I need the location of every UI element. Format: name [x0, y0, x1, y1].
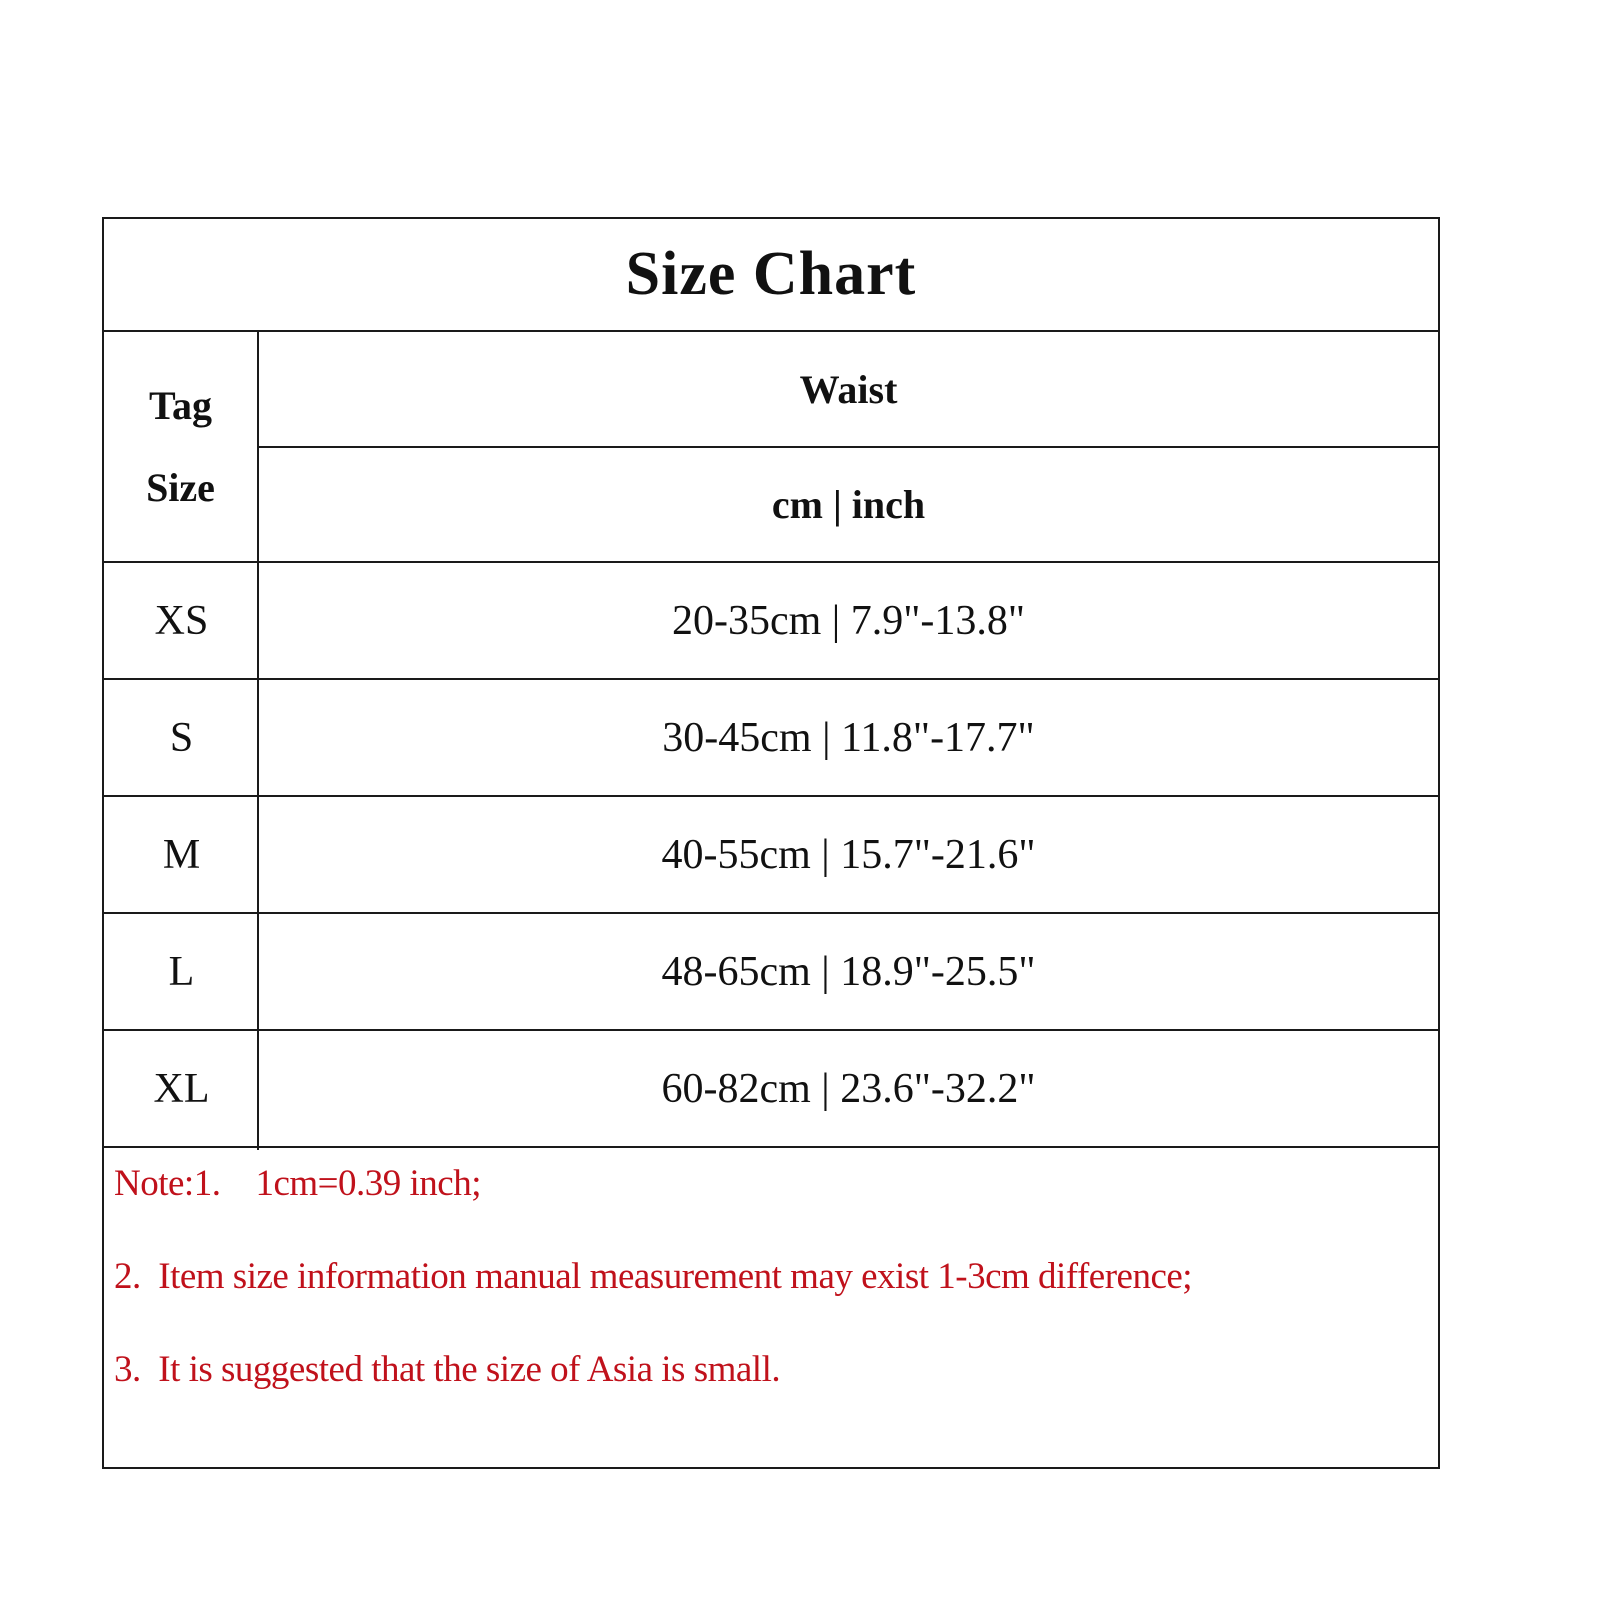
- tag-header-line2: Size: [146, 464, 215, 510]
- note-line: Note:1. 1cm=0.39 inch;: [114, 1163, 482, 1204]
- size-cell: XS: [154, 597, 209, 644]
- notes-section: [114, 1164, 1192, 1443]
- size-rows: [104, 563, 1438, 1148]
- table-row: [104, 797, 1438, 914]
- note-line: 3. It is suggested that the size of Asia is small.: [114, 1349, 781, 1390]
- size-chart-table: [102, 217, 1440, 1469]
- chart-title: Size Chart: [625, 240, 917, 308]
- tag-size-header: [104, 332, 257, 563]
- unit-header-label: cm | inch: [771, 482, 926, 527]
- unit-header: [259, 448, 1438, 563]
- size-cell: S: [169, 714, 194, 761]
- table-row: [104, 1031, 1438, 1148]
- table-row: [104, 914, 1438, 1031]
- table-row: [104, 680, 1438, 797]
- note-line: 2. Item size information manual measurement may exist 1-3cm difference;: [114, 1256, 1193, 1297]
- tag-header-line1: Tag: [148, 382, 212, 428]
- size-cell: L: [168, 948, 195, 995]
- size-cell: M: [162, 831, 201, 878]
- waist-header-label: Waist: [799, 366, 898, 412]
- table-row: [104, 563, 1438, 680]
- size-cell: XL: [153, 1065, 210, 1112]
- waist-value-cell: 40-55cm | 15.7"-21.6": [661, 831, 1036, 878]
- waist-header: [259, 332, 1438, 448]
- size-grid: [104, 332, 1438, 1150]
- waist-value-cell: 30-45cm | 11.8"-17.7": [662, 714, 1035, 761]
- waist-value-cell: 20-35cm | 7.9"-13.8": [672, 597, 1025, 644]
- waist-value-cell: 60-82cm | 23.6"-32.2": [661, 1065, 1036, 1112]
- waist-value-cell: 48-65cm | 18.9"-25.5": [661, 948, 1036, 995]
- title-row: [104, 219, 1438, 332]
